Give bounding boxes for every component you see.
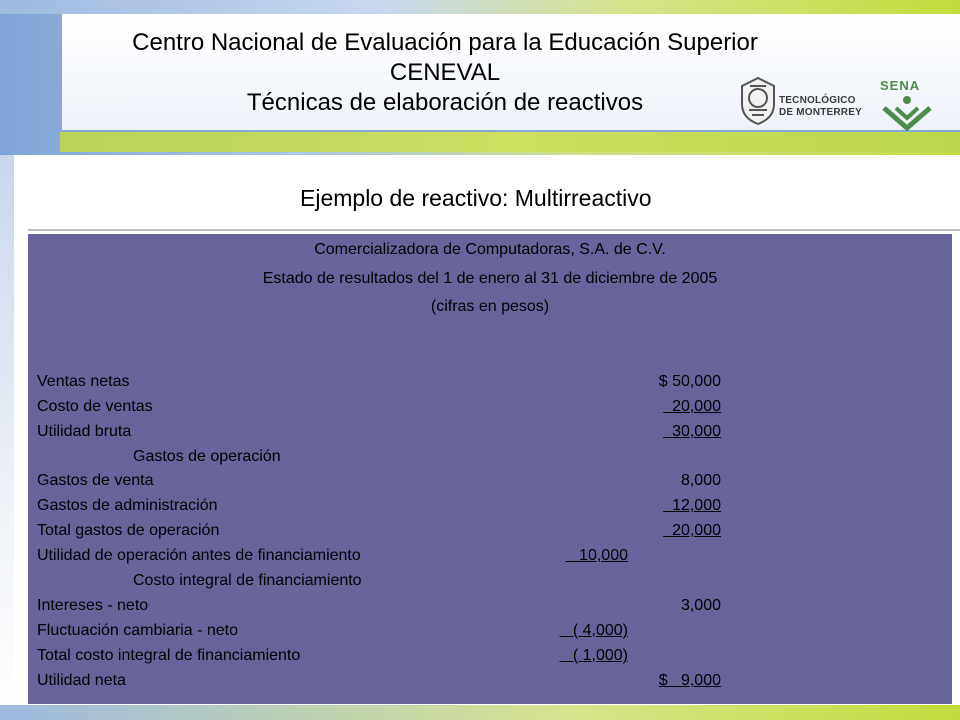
- row-label: Costo de ventas: [37, 398, 153, 415]
- statement-period: Estado de resultados del 1 de enero al 31 de diciembre de 2005: [262, 270, 718, 287]
- row-amount: 12,000: [663, 497, 721, 514]
- row-amount: 10,000: [565, 547, 628, 564]
- sena-figure-icon: [878, 78, 936, 134]
- slide-header: [60, 28, 830, 118]
- table-row: [28, 569, 952, 593]
- table-row: [28, 544, 952, 568]
- header-institution: Centro Nacional de Evaluación para la Educación Superior: [132, 29, 758, 56]
- tec-logo-text: TECNOLÓGICO DE MONTERREY: [779, 95, 862, 118]
- row-label: Utilidad de operación antes de financiamiento: [37, 547, 361, 564]
- table-row: [28, 644, 952, 668]
- table-row: [28, 619, 952, 643]
- table-row: [28, 669, 952, 693]
- row-amount: ( 4,000): [559, 622, 628, 639]
- row-label: Total gastos de operación: [37, 522, 220, 539]
- table-row: [28, 395, 952, 419]
- header-green-bar: [60, 132, 960, 152]
- row-label: Ventas netas: [37, 373, 130, 390]
- row-label: Total costo integral de financiamiento: [37, 647, 301, 664]
- table-row: [28, 519, 952, 543]
- row-amount: 30,000: [663, 423, 721, 440]
- table-row: [28, 469, 952, 493]
- income-statement-panel: [28, 234, 952, 704]
- row-label: Intereses - neto: [37, 597, 149, 614]
- tec-monterrey-logo: [738, 76, 870, 130]
- table-row: [28, 594, 952, 618]
- row-label: Utilidad bruta: [37, 423, 132, 440]
- table-row: [28, 370, 952, 394]
- bottom-decorative-band: [0, 705, 960, 720]
- row-label: Gastos de administración: [37, 497, 218, 514]
- header-course-title: Técnicas de elaboración de reactivos: [246, 89, 644, 116]
- statement-units: (cifras en pesos): [430, 298, 550, 315]
- top-strip: [0, 0, 960, 14]
- row-amount: 20,000: [663, 522, 721, 539]
- subtitle-divider: [28, 229, 960, 231]
- section-heading: Gastos de operación: [133, 448, 281, 465]
- row-amount: $ 9,000: [658, 672, 721, 689]
- section-heading: Costo integral de financiamiento: [133, 572, 362, 589]
- row-label: Gastos de venta: [37, 472, 154, 489]
- sena-logo-text: SENA: [880, 78, 921, 93]
- row-amount: $ 50,000: [658, 373, 721, 390]
- table-row: [28, 445, 952, 469]
- left-shade: [0, 155, 14, 720]
- row-label: Fluctuación cambiaria - neto: [37, 622, 238, 639]
- slide-subtitle: Ejemplo de reactivo: Multirreactivo: [300, 185, 652, 211]
- table-row: [28, 494, 952, 518]
- tec-seal-icon: [738, 76, 778, 126]
- row-amount: ( 1,000): [559, 647, 628, 664]
- statement-company: Comercializadora de Computadoras, S.A. de C.V.: [314, 241, 666, 258]
- row-label: Utilidad neta: [37, 672, 126, 689]
- sena-logo: [878, 78, 936, 134]
- row-amount: 3,000: [680, 597, 721, 614]
- row-amount: 20,000: [663, 398, 721, 415]
- table-row: [28, 420, 952, 444]
- row-amount: 8,000: [680, 472, 721, 489]
- header-acronym: CENEVAL: [389, 59, 501, 86]
